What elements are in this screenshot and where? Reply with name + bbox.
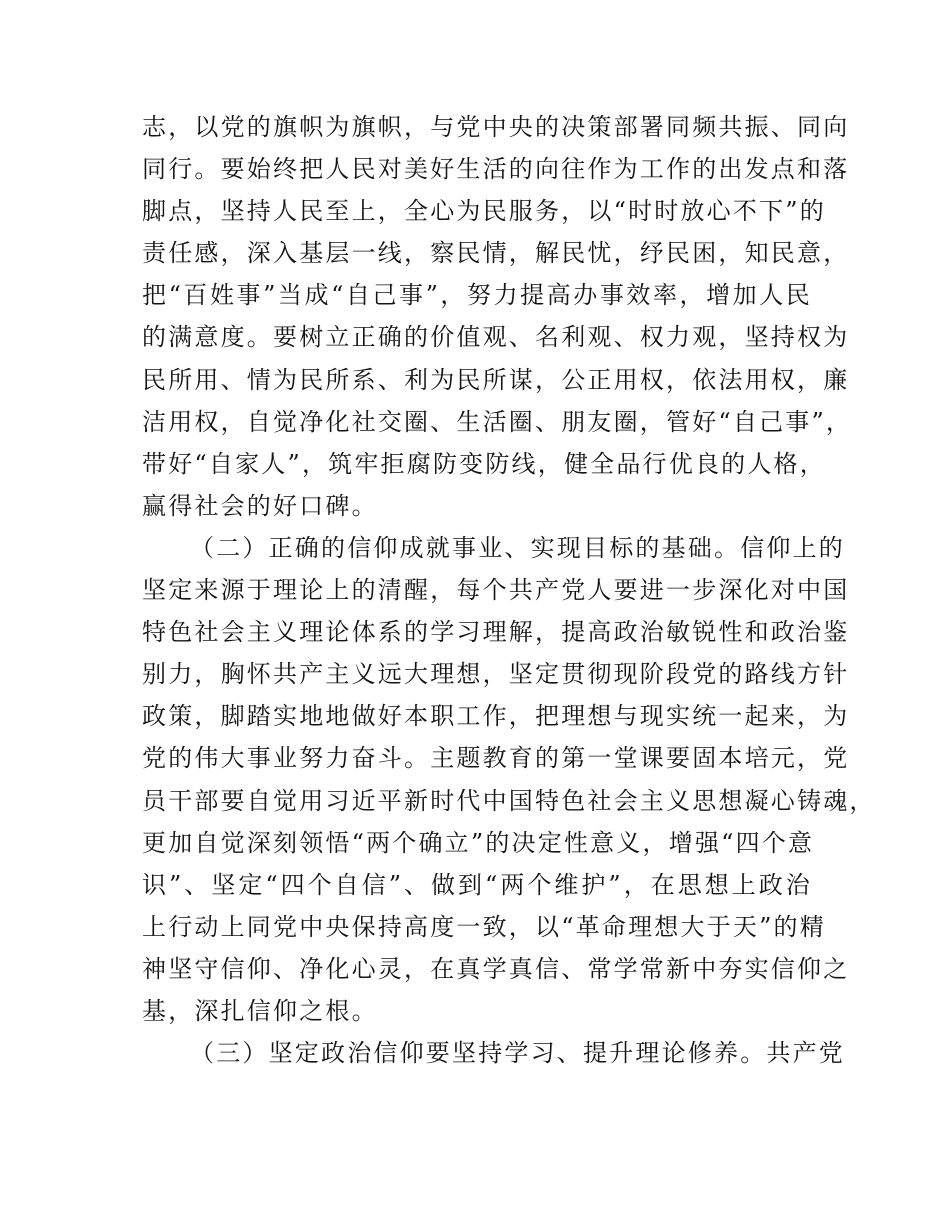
paragraph-3 [142,1032,845,1074]
text-line: 坚定来源于理论上的清醒，每个共产党人要进一步深化对中国 [142,576,850,605]
document-body [142,106,876,1074]
text-line: 把“百姓事”当成“自己事”，努力提高办事效率，增加人民 [142,281,812,310]
text-line: 民所用、情为民所系、利为民所谋，公正用权，依法用权，廉 [142,365,850,394]
text-line: 更加自觉深刻领悟“两个确立”的决定性意义，增强“四个意 [142,828,815,857]
text-line: 特色社会主义理论体系的学习理解，提高政治敏锐性和政治鉴 [142,618,850,647]
text-line: 志，以党的旗帜为旗帜，与党中央的决策部署同频共振、同向 [142,113,850,141]
text-line: 识”、坚定“四个自信”、做到“两个维护”，在思想上政治 [142,870,812,899]
text-line: 的满意度。要树立正确的价值观、名利观、权力观，坚持权为 [142,323,850,352]
section-heading-line: （二）正确的信仰成就事业、实现目标的基础。信仰上的 [190,533,845,562]
text-line: 洁用权，自觉净化社交圈、生活圈、朋友圈，管好“自己事”， [142,407,853,436]
text-line: 神坚守信仰、净化心灵，在真学真信、常学常新中夯实信仰之 [142,954,850,983]
paragraph-2 [142,527,876,1032]
text-line: 员干部要自觉用习近平新时代中国特色社会主义思想凝心铸魂， [142,786,876,815]
text-line: 上行动上同党中央保持高度一致，以“革命理想大于天”的精 [142,912,826,941]
text-line: 责任感，深入基层一线，察民情，解民忧，纾民困，知民意， [142,239,850,268]
text-line: 赢得社会的好口碑。 [142,491,378,520]
text-line: 同行。要始终把人民对美好生活的向往作为工作的出发点和落 [142,155,850,184]
text-line: 政策，脚踏实地地做好本职工作，把理想与现实统一起来，为 [142,702,850,731]
text-line: 脚点，坚持人民至上，全心为民服务，以“时时放心不下”的 [142,197,826,226]
paragraph-1 [142,106,853,527]
text-line: 基，深扎信仰之根。 [142,996,378,1025]
section-heading-line: （三）坚定政治信仰要坚持学习、提升理论修养。共产党 [190,1039,845,1068]
text-line: 别力，胸怀共产主义远大理想，坚定贯彻现阶段党的路线方针 [142,660,850,689]
text-line: 党的伟大事业努力奋斗。主题教育的第一堂课要固本培元，党 [142,744,850,773]
text-line: 带好“自家人”，筑牢拒腐防变防线，健全品行优良的人格， [142,449,826,478]
